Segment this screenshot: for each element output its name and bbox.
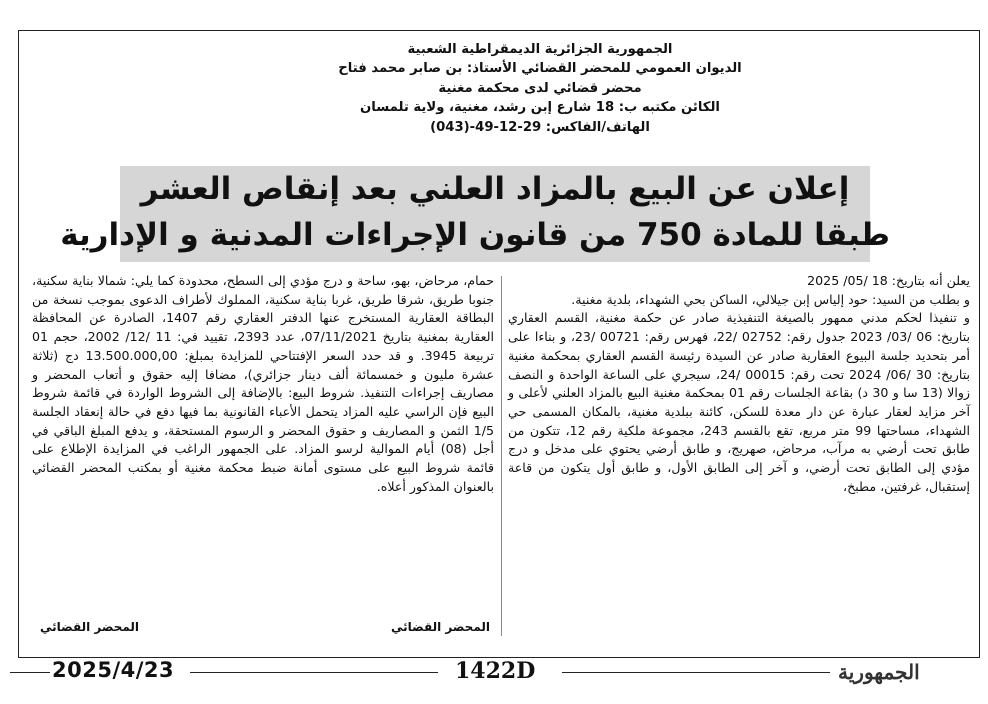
signature-right: المحضر القضائي [390,620,490,634]
header-line-country: الجمهورية الجزائرية الديمقراطية الشعبية [407,42,673,57]
paragraph-requester: و بطلب من السيد: حود إلياس إبن جيلالي، الساكن بحي الشهداء، بلدية مغنية. [571,291,970,307]
paragraph-date: يعلن أنه بتاريخ: 18 /05/ 2025 [807,273,970,288]
footer-rule [190,672,438,673]
notice-title [60,166,890,258]
body-column-right [508,272,970,496]
newspaper-logo: الجمهورية [838,660,920,684]
header-line-address: الكائن مكتبه ب: 18 شارع إبن رشد، مغنية، ولاية تلمسان [360,100,720,116]
header-line-phone: الهاتف/الفاكس: 29-12-49-(043) [430,119,650,135]
title-line-2: طبقا للمادة 750 من قانون الإجراءات المدنية و الإدارية [60,217,890,253]
paragraph-terms: حمام، مرحاض، بهو، ساحة و درج مؤدي إلى السطح، محدودة كما يلي: شمالا بناية سكنية، جنوبا طريق، شرقا طريق، غربا بناية سكنية، المملوك لأطراف الدعوى بموجب نسخة من البطاقة العقارية المستخرج عنها الدفتر العقاري رقم 1407، الصادرة عن المحافظة العقارية بمغنية بتاريخ 07/11/2021، عدد 2393، تقييد في: 11 /12/ 2002، حجم 01 تربيعة 3945. و قد حدد السعر الإفتتاحي للمزايدة بمبلغ: 13.500.000,00 دج (ثلاثة عشرة مليون و خمسمائة ألف دينار جزائري)، مضافا إليه حقوق و أتعاب المحضر و مصاريف إجراءات التنفيذ. شروط البيع: بالإضافة إلى الشروط الواردة في قائمة شروط البيع فإن الراسي عليه المزاد يتحمل الأعباء القانونية بما فيها دفع في حالة إنعقاد الجلسة 1/5 الثمن و المصاريف و حقوق المحضر و الرسوم المستحقة، و يدفع المبلغ الباقي في أجل (08) أيام الموالية لرسو المزاد. على الجمهور الراغب في المزايدة الإطلاع على قائمة شروط البيع على مستوى أمانة ضبط محكمة مغنية أو بمكتب المحضر القضائي بالعنوان المذكور أعلاه. [32,273,494,494]
signature-left: المحضر القضائي [40,620,140,634]
header-line-office: الديوان العمومي للمحضر القضائي الأستاذ: بن صابر محمد فتاح [338,61,742,77]
title-line-1: إعلان عن البيع بالمزاد العلني بعد إنقاص العشر [140,171,850,207]
column-divider [501,276,502,636]
body-column-left [32,272,494,496]
notice-header [260,40,820,137]
header-line-court: محضر قضائي لدى محكمة مغنية [438,80,642,96]
footer-rule [562,672,830,673]
footer-rule [10,672,50,673]
signature-row [40,620,490,634]
footer-page-code: 1422D [455,658,536,684]
footer-date: 2025/4/23 [52,658,175,682]
paragraph-judgment: و تنفيذا لحكم مدني ممهور بالصيغة التنفيذية صادر عن حكمة مغنية، القسم العقاري بتاريخ: 06 /03/ 2023 جدول رقم: 02752 /22، فهرس رقم: 00721 /23، و بناءا على أمر بتحديد جلسة البيوع العقارية صادر عن السيدة رئيسة القسم العقاري بمحكمة مغنية بتاريخ: 30 /06/ 2024 تحت رقم: 00015 /24، سيجري على الساعة الواحدة و النصف زوالا (13 سا و 30 د) بقاعة الجلسات رقم 01 بمحكمة مغنية البيع بالمزاد العلني لأعلى و آخر مزايد لعقار عبارة عن دار معدة للسكن، كائنة ببلدية مغنية، بالمكان المسمى حي الشهداء، مساحتها 99 متر مربع، تقع بالقسم 243، مجموعة ملكية رقم 12، تتكون من طابق تحت أرضي به مرآب، مرحاض، صهريج، و طابق أرضي يحتوي على مدخل و درج مؤدي إلى الطابق تحت أرضي، و آخر إلى الطابق الأول، و طابق أول يتكون من قاعة إستقبال، غرفتين، مطبخ، [508,310,971,494]
